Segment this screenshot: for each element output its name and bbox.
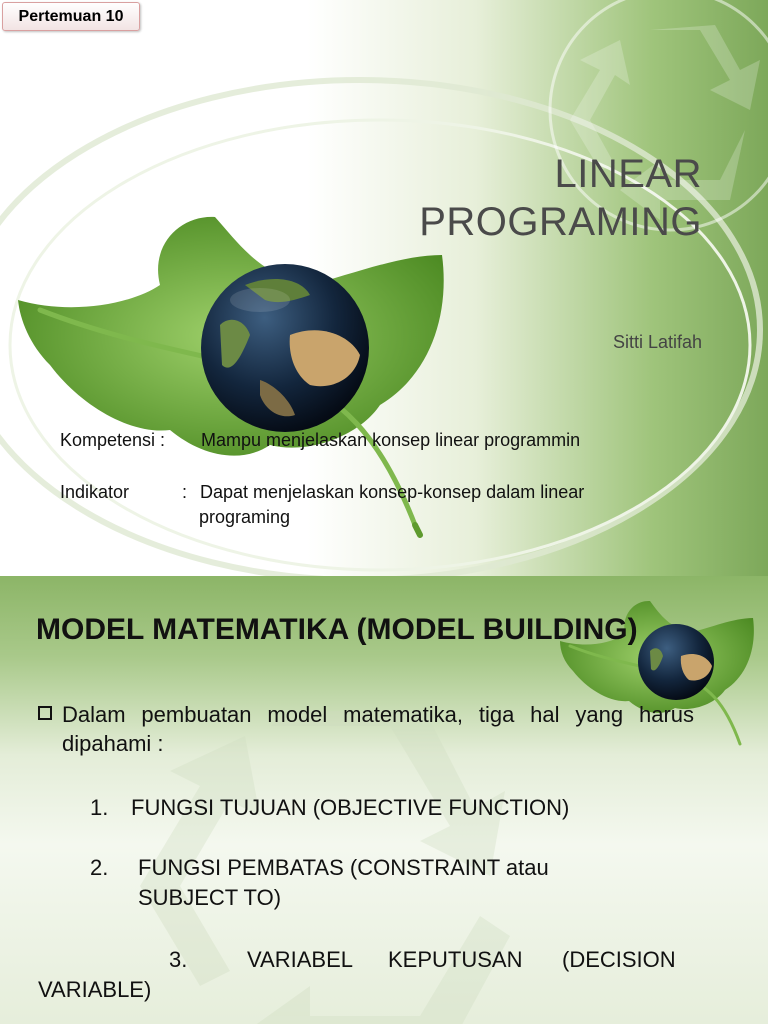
bullet-text: Dalam pembuatan model matematika, tiga hal yang harus dipahami :: [62, 702, 694, 756]
list-item-3-number: 3.: [169, 947, 188, 972]
list-item-2-text-line-1: FUNGSI PEMBATAS (CONSTRAINT atau: [138, 855, 549, 880]
list-item-3-word-1: VARIABEL: [247, 947, 353, 972]
title-line-2: PROGRAMING: [419, 200, 702, 244]
kompetensi-label: Kompetensi :: [60, 430, 166, 450]
content-slide: [0, 576, 768, 1024]
title-line-1: LINEAR: [554, 152, 702, 196]
globe-icon: [201, 264, 369, 432]
globe-icon: [638, 624, 714, 700]
indikator-text-line-2: programing: [199, 507, 291, 527]
author-name: Sitti Latifah: [612, 332, 702, 352]
indikator-colon: :: [182, 482, 188, 502]
list-item-3-text-line-2: VARIABLE): [38, 977, 152, 1002]
slide-title: [419, 150, 702, 246]
list-item-2-text-line-2: SUBJECT TO): [138, 885, 282, 910]
list-item-2-number: 2.: [90, 855, 109, 880]
list-item-3-word-3: (DECISION: [562, 947, 676, 972]
bullet-point: [38, 700, 694, 758]
indikator-label: Indikator: [60, 482, 130, 502]
session-badge: Pertemuan 10: [2, 2, 140, 31]
checkbox-bullet-icon: [38, 706, 52, 720]
list-item-1-number: 1.: [90, 795, 109, 820]
list-item-1-text: FUNGSI TUJUAN (OBJECTIVE FUNCTION): [131, 795, 570, 820]
indikator-text-line-1: Dapat menjelaskan konsep-konsep dalam linear: [200, 482, 585, 502]
slide-heading: MODEL MATEMATIKA (MODEL BUILDING): [36, 613, 638, 646]
list-item-3-word-2: KEPUTUSAN: [388, 947, 523, 972]
kompetensi-text: Mampu menjelaskan konsep linear programmin: [201, 430, 581, 450]
